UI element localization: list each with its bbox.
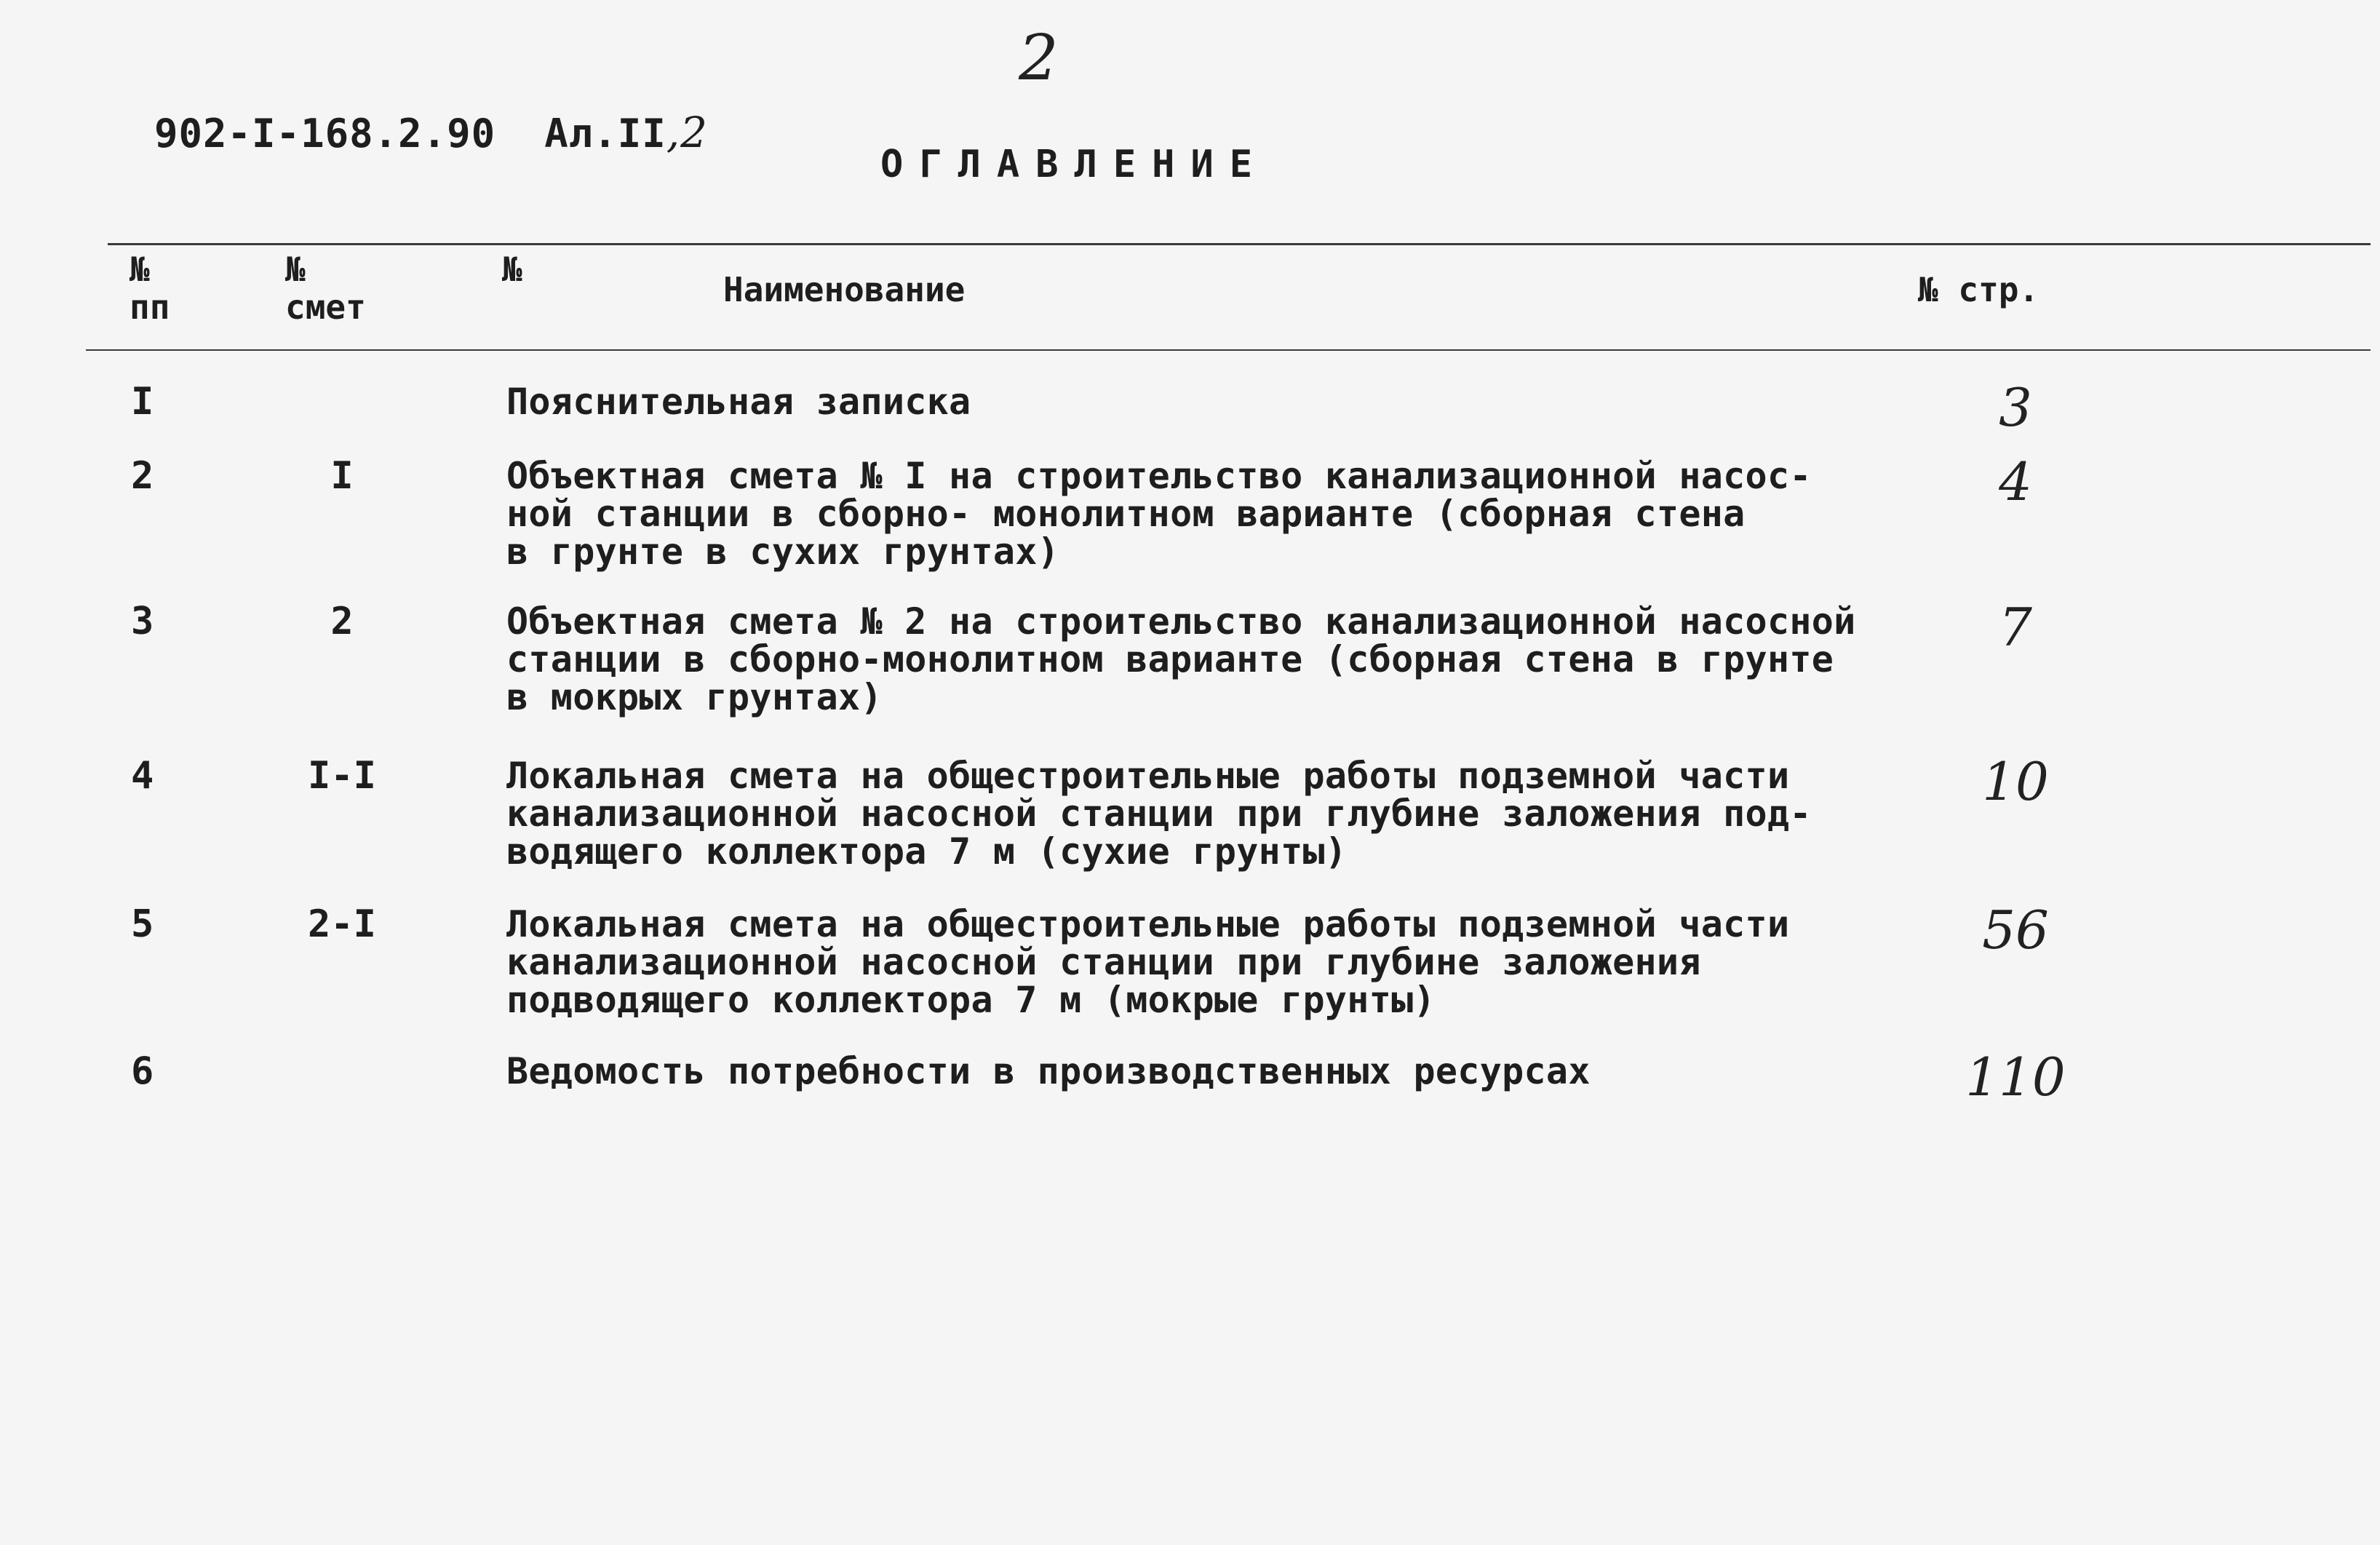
document-code-line [154, 108, 708, 157]
row-name-line: Ведомость потребности в производственных ресурсах [506, 1050, 1591, 1092]
row-page: 56 [1982, 899, 2049, 961]
row-name-line: канализационной насосной станции при глубине заложения под- [506, 793, 1812, 835]
row-name-line: Пояснительная записка [506, 381, 971, 423]
header-smet-label: смет [285, 287, 366, 327]
row-smet: 2 [330, 600, 354, 643]
row-name-line: станции в сборно-монолитном варианте (сборная стена в грунте [506, 638, 1834, 680]
handwritten-page-number: 2 [1019, 22, 1059, 95]
row-name-line: канализационной насосной станции при глубине заложения [506, 941, 1701, 983]
album-suffix-handwritten: ,2 [666, 108, 709, 157]
album-label: Ал.II [544, 111, 666, 156]
row-name [506, 905, 1889, 1019]
header-smet-sign: № [285, 250, 306, 289]
row-pp: 6 [131, 1049, 154, 1093]
row-page: 110 [1965, 1046, 2066, 1108]
row-name [506, 457, 1889, 571]
row-name-line: в мокрых грунтах) [506, 676, 883, 718]
row-name [506, 383, 1889, 421]
header-no: № [502, 250, 522, 289]
row-page: 7 [1999, 597, 2032, 658]
row-name-line: Объектная смета № I на строительство канализационной насос- [506, 455, 1812, 497]
header-pp [130, 250, 170, 326]
table-header-rule [86, 349, 2371, 351]
row-name [506, 755, 1889, 873]
row-page: 4 [1999, 451, 2032, 512]
row-smet: 2-I [308, 902, 376, 946]
header-pp-sign: № [130, 250, 150, 289]
row-pp: I [131, 380, 154, 424]
row-pp: 5 [131, 902, 154, 946]
row-smet: I-I [308, 754, 376, 798]
row-name-line: Объектная смета № 2 на строительство канализационной насосной [506, 600, 1856, 643]
row-pp: 2 [131, 454, 154, 498]
document-code: 902-I-168.2.90 [154, 111, 496, 156]
row-smet: I [330, 454, 354, 498]
row-pp: 4 [131, 754, 154, 798]
row-name-line: Локальная смета на общестроительные работы подземной части [506, 903, 1790, 945]
header-page: № стр. [1918, 270, 2039, 309]
row-pp: 3 [131, 600, 154, 643]
table-top-rule [108, 243, 2371, 245]
row-name-line: Локальная смета на общестроительные работы подземной части [506, 755, 1790, 797]
header-name: Наименование [723, 270, 966, 309]
row-name-line: водящего коллектора 7 м (сухие грунты) [506, 830, 1348, 873]
row-name-line: ной станции в сборно- монолитном варианте (сборная стена [506, 493, 1746, 535]
header-pp-label: пп [130, 287, 170, 327]
page-title: ОГЛАВЛЕНИЕ [880, 143, 1269, 186]
row-page: 3 [1999, 377, 2032, 438]
row-name [506, 1052, 1889, 1090]
row-name-line: подводящего коллектора 7 м (мокрые грунты) [506, 979, 1436, 1021]
row-name-line: в грунте в сухих грунтах) [506, 531, 1060, 573]
header-smet [285, 250, 366, 326]
row-page: 10 [1982, 751, 2049, 812]
row-name [506, 600, 1889, 718]
